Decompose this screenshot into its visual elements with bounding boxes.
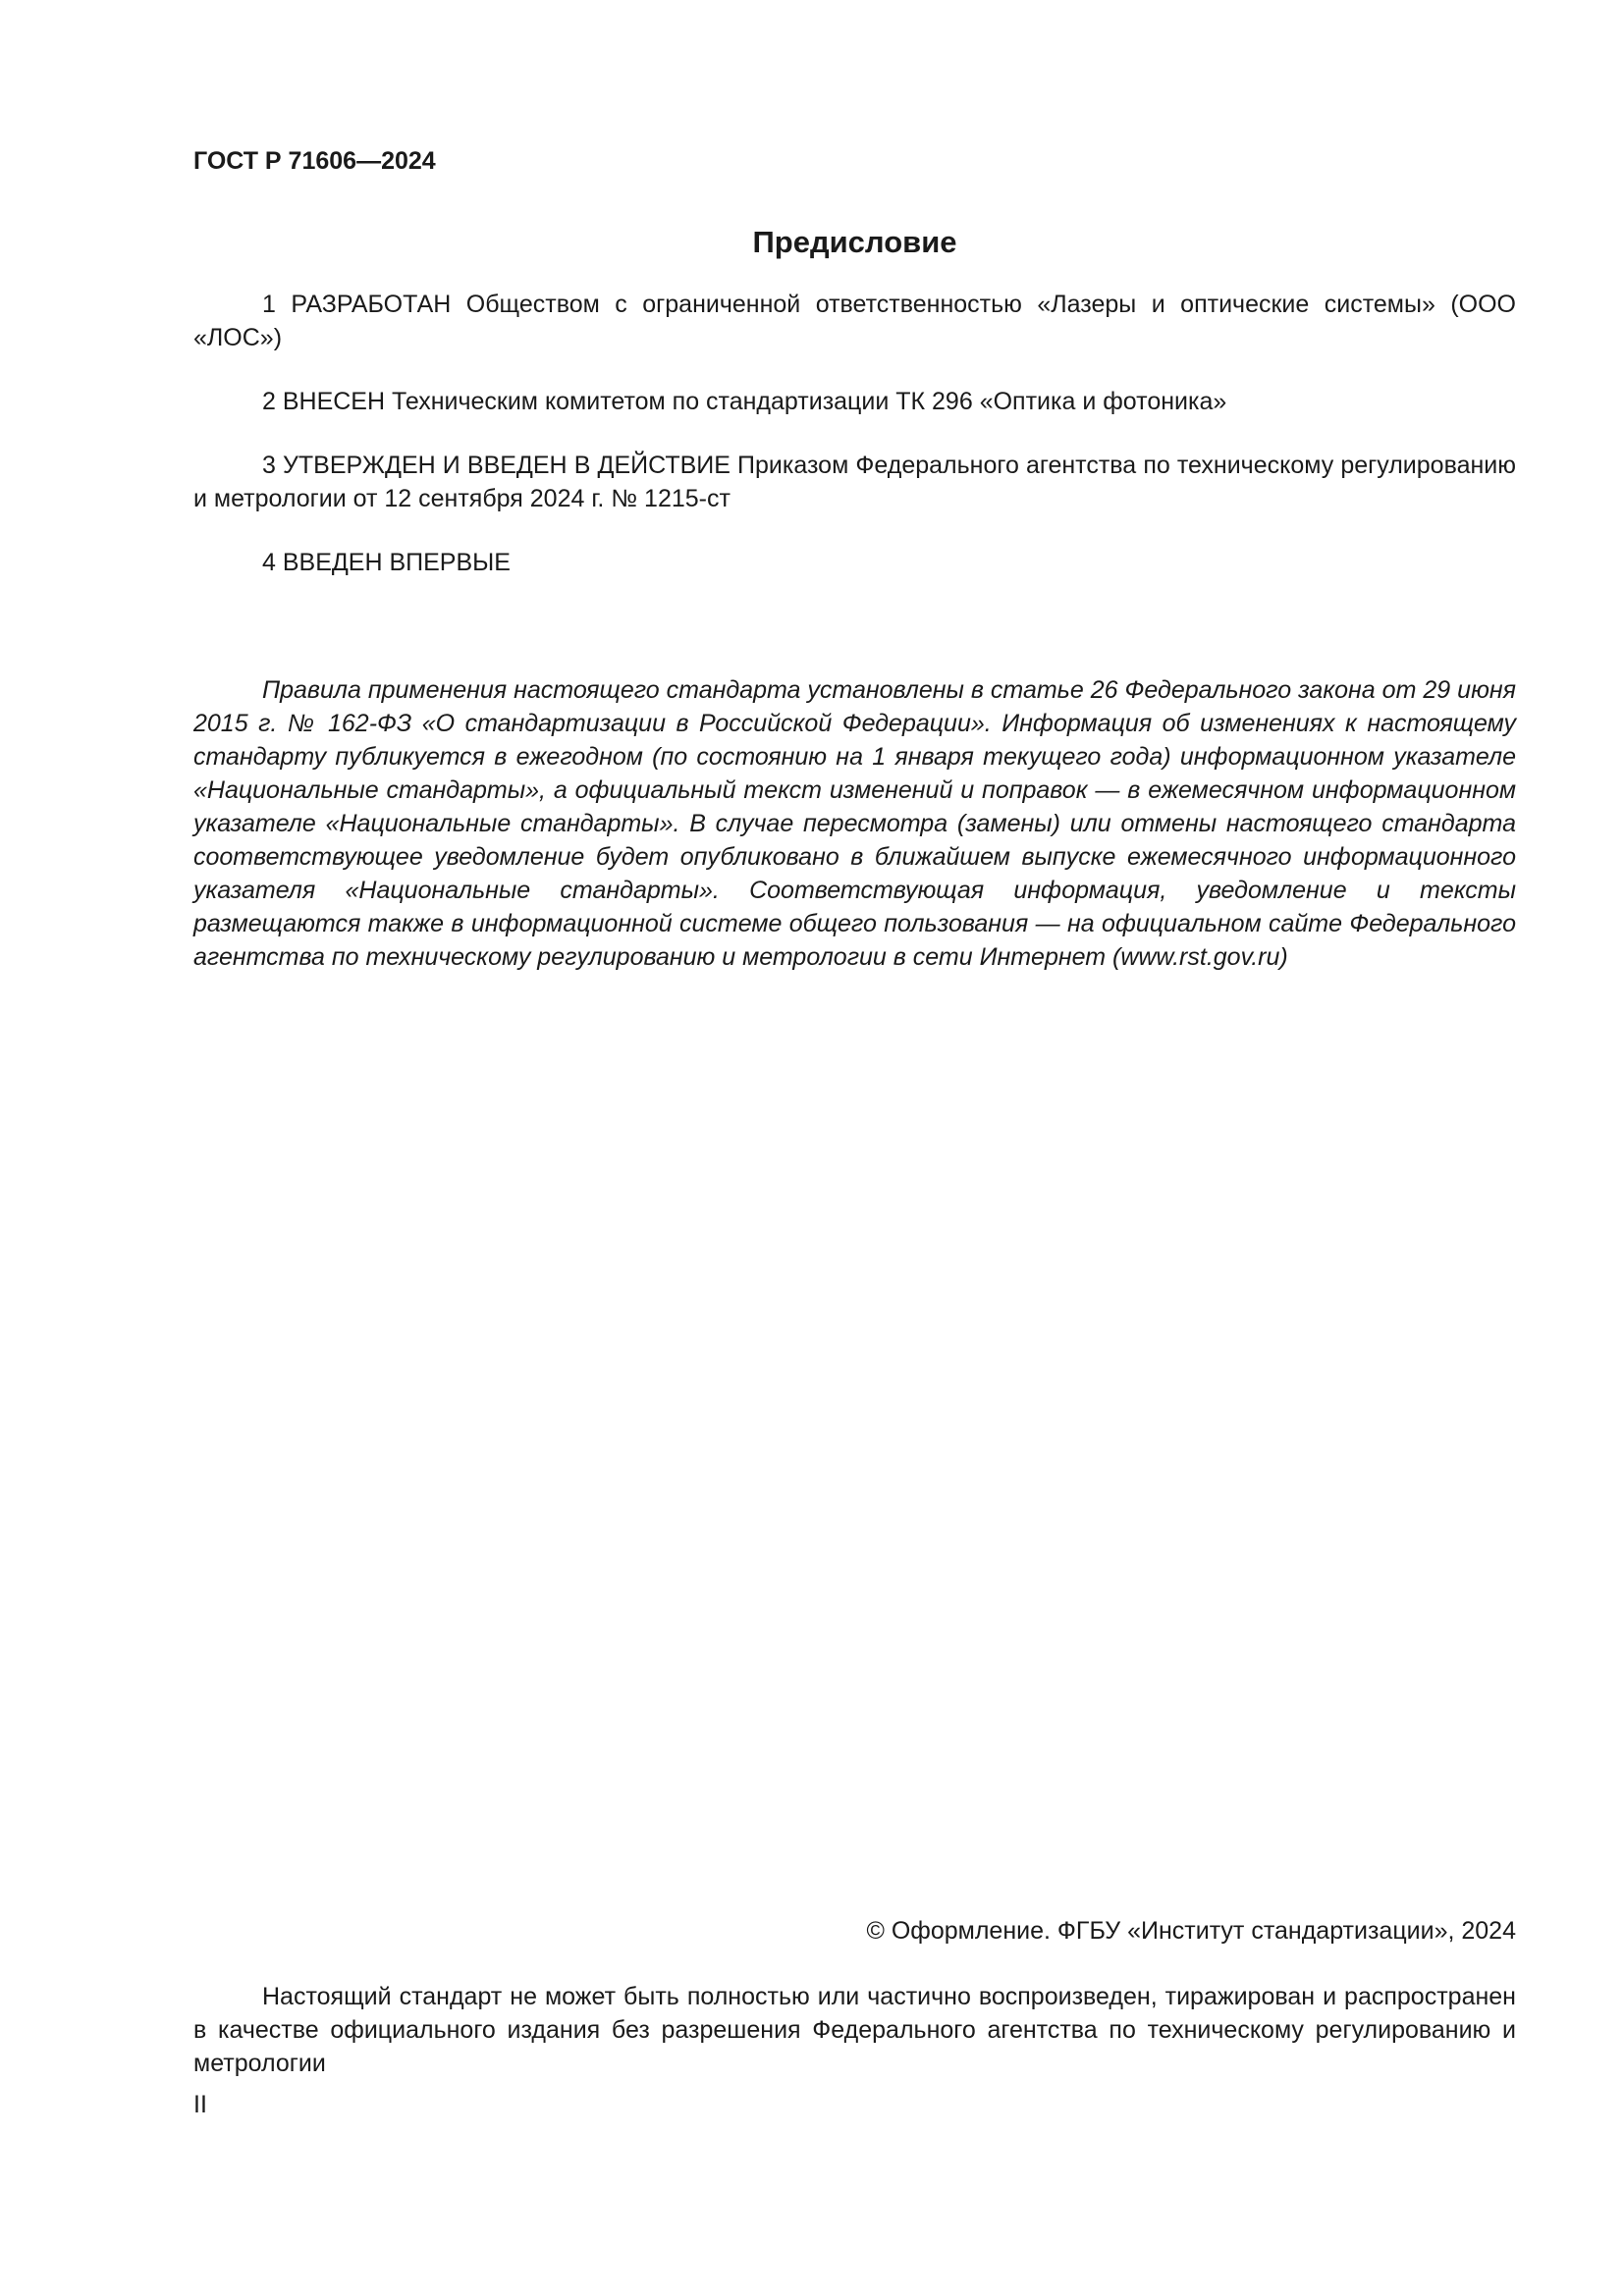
rules-paragraph: Правила применения настоящего стандарта установлены в статье 26 Федерального закона от 29 июня 2015 г. № 162-ФЗ «О стандартизации в Российской Федерации». Информация об изменениях к настоящему стандарту публикуется в ежегодном (по состоянию на 1 января текущего года) информационном указателе «Национальные стандарты», а официальный текст изменений и поправок — в ежемесячном информационном указателе «Национальные стандарты». В случае пересмотра (замены) или отмены настоящего стандарта соответствующее уведомление будет опубликовано в ближайшем выпуске ежемесячного информационного указателя «Национальные стандарты». Соответствующая информация, уведомление и тексты размещаются также в информационной системе общего пользования — на официальном сайте Федерального агентства по техническому регулированию и метрологии в сети Интернет (www.rst.gov.ru) <box>193 676 1516 971</box>
copyright-line: © Оформление. ФГБУ «Институт стандартизации», 2024 <box>866 1917 1516 1945</box>
document-id: ГОСТ Р 71606—2024 <box>193 147 436 175</box>
page-title: Предисловие <box>752 225 957 259</box>
preface-item-4: 4 ВВЕДЕН ВПЕРВЫЕ <box>262 549 511 576</box>
preface-item-2: 2 ВНЕСЕН Техническим комитетом по стандартизации ТК 296 «Оптика и фотоника» <box>262 388 1227 415</box>
preface-item-3: 3 УТВЕРЖДЕН И ВВЕДЕН В ДЕЙСТВИЕ Приказом Федерального агентства по техническому регулированию и метрологии от 12 сентября 2024 г. № 1215-ст <box>193 452 1516 512</box>
page-number: II <box>193 2091 207 2118</box>
reproduction-notice: Настоящий стандарт не может быть полностью или частично воспроизведен, тиражирован и распространен в качестве официального издания без разрешения Федерального агентства по техническому регулированию и метрологии <box>193 1983 1516 2077</box>
preface-item-1: 1 РАЗРАБОТАН Обществом с ограниченной ответственностью «Лазеры и оптические системы» (ООО «ЛОС») <box>193 291 1516 351</box>
preface-items <box>193 288 1516 610</box>
